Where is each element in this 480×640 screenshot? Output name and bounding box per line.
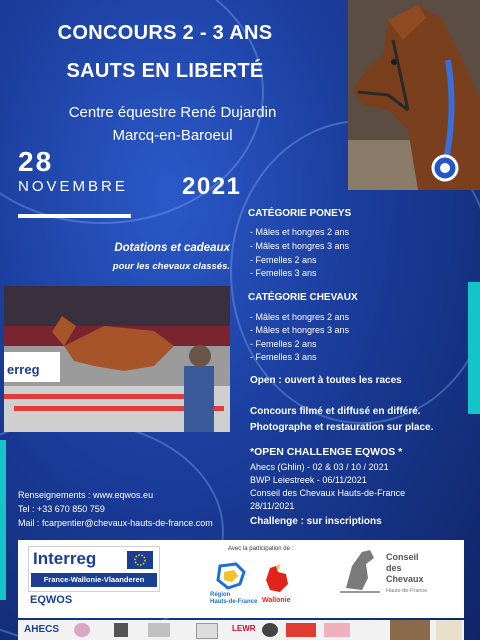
- partner-logo: [196, 623, 218, 639]
- partner-logos-strip: [18, 620, 464, 640]
- wallonie-logo: [262, 564, 302, 608]
- partner-logo: [390, 620, 430, 640]
- dotations-line-2: pour les chevaux classés.: [112, 261, 230, 272]
- horse-portrait-illustration: [348, 0, 480, 190]
- date-month: NOVEMBRE: [18, 178, 128, 195]
- conseil-logo-line-3: Chevaux: [386, 574, 424, 584]
- rooster-icon: [262, 564, 292, 596]
- category-poneys-item: - Mâles et hongres 2 ans: [250, 227, 350, 237]
- open-text: Open : ouvert à toutes les races: [250, 375, 402, 386]
- partner-logo: [286, 623, 316, 637]
- conseil-chevaux-logo: [336, 544, 456, 610]
- contact-line-website[interactable]: Renseignements : www.eqwos.eu: [18, 490, 154, 500]
- category-poneys-item: - Femelles 2 ans: [250, 255, 317, 265]
- horse-portrait-photo: [348, 0, 480, 190]
- wallonie-logo-label: Wallonie: [262, 597, 291, 604]
- lewr-logo: LEWR: [232, 624, 256, 633]
- region-logo-label: Région: [210, 592, 231, 598]
- challenge-line: BWP Leiestreek - 06/11/2021: [250, 475, 367, 485]
- eqwos-logo-text: EQWOS: [30, 594, 73, 606]
- challenge-title: *OPEN CHALLENGE EQWOS *: [250, 446, 403, 458]
- region-map-icon: [210, 562, 252, 592]
- interreg-logo-text: Interreg: [33, 549, 97, 568]
- sponsor-logo-panel: [18, 540, 464, 618]
- challenge-footer: Challenge : sur inscriptions: [250, 516, 382, 527]
- category-chevaux-item: - Mâles et hongres 3 ans: [250, 325, 350, 335]
- participation-label: Avec la participation de :: [228, 546, 294, 552]
- challenge-line: Ahecs (Ghlin) - 02 & 03 / 10 / 2021: [250, 462, 389, 472]
- category-chevaux-item: - Mâles et hongres 2 ans: [250, 312, 350, 322]
- contact-line-email[interactable]: Mail : fcarpentier@chevaux-hauts-de-france.com: [18, 518, 213, 528]
- accent-bar: [0, 440, 6, 600]
- conseil-logo-line-2: des: [386, 563, 402, 573]
- dotations-line-1: Dotations et cadeaux: [114, 242, 230, 254]
- concours-line-2: Photographe et restauration sur place.: [250, 422, 434, 433]
- venue-line-2: Marcq-en-Baroeul: [112, 127, 233, 144]
- concours-line-1: Concours filmé et diffusé en différé.: [250, 406, 421, 417]
- partner-logo: [436, 620, 462, 640]
- category-chevaux-item: - Femelles 2 ans: [250, 339, 317, 349]
- conseil-logo-line-4: Hauts-de-France: [386, 588, 428, 594]
- date-day: 28: [18, 146, 54, 177]
- category-poneys-title: CATÉGORIE PONEYS: [248, 208, 352, 219]
- venue-line-1: Centre équestre René Dujardin: [68, 104, 277, 121]
- category-poneys-item: - Mâles et hongres 3 ans: [250, 241, 350, 251]
- partner-logo: [74, 623, 90, 637]
- eu-flag-icon: [127, 551, 153, 569]
- svg-text:erreg: erreg: [7, 362, 40, 377]
- conseil-logo-line-1: Conseil: [386, 552, 419, 562]
- jumping-horse-photo: [4, 286, 230, 432]
- region-logo-sublabel: Hauts-de-France: [210, 599, 258, 605]
- category-poneys-item: - Femelles 3 ans: [250, 268, 317, 278]
- horse-head-icon: [336, 544, 384, 596]
- title-line-1: CONCOURS 2 - 3 ANS: [57, 22, 273, 44]
- divider: [18, 214, 131, 218]
- date-year: 2021: [182, 173, 242, 200]
- partner-logo: [114, 623, 128, 637]
- jumping-horse-illustration: [4, 286, 230, 432]
- region-hauts-de-france-logo: [210, 562, 258, 608]
- challenge-line: Conseil des Chevaux Hauts-de-France: [250, 488, 406, 498]
- challenge-line: 28/11/2021: [250, 501, 295, 511]
- interreg-logo-subtitle: France-Wallonie-Vlaanderen: [31, 573, 157, 587]
- partner-logo: [324, 623, 350, 637]
- partner-logo: [262, 623, 278, 637]
- interreg-logo: [28, 546, 160, 592]
- partner-logo: [148, 623, 170, 637]
- contact-line-phone[interactable]: Tel : +33 670 850 759: [18, 504, 105, 514]
- category-chevaux-title: CATÉGORIE CHEVAUX: [248, 292, 358, 303]
- title-line-2: SAUTS EN LIBERTÉ: [66, 60, 264, 82]
- accent-bar: [468, 282, 480, 414]
- category-chevaux-item: - Femelles 3 ans: [250, 352, 317, 362]
- ahecs-logo: AHECS: [24, 624, 60, 635]
